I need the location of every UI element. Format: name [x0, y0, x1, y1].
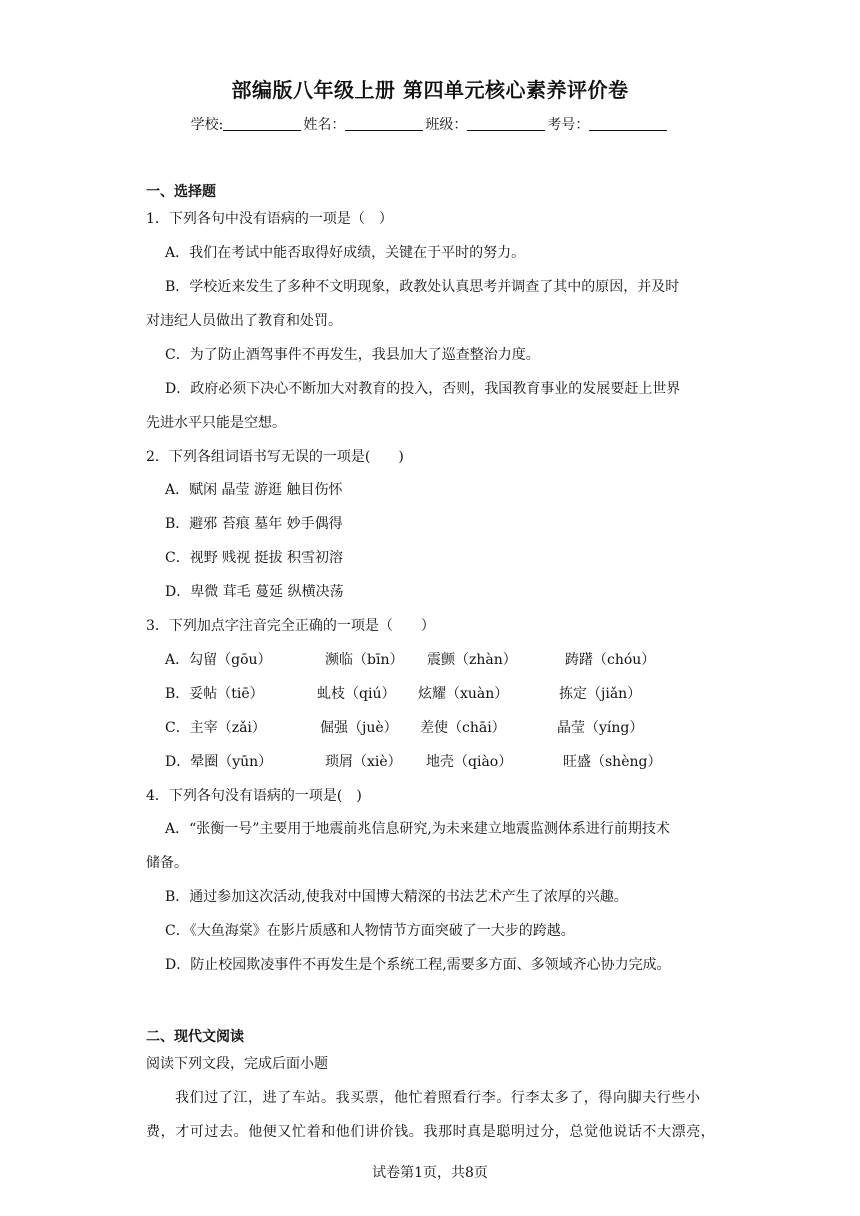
name-blank [345, 116, 423, 131]
question-1-option-b-cont: 对违纪人员做出了教育和处罚。 [146, 313, 342, 329]
q3-b-item-2: 虬枝（qiú） [317, 686, 396, 702]
question-4-option-a: A．“张衡一号”主要用于地震前兆信息研究,为未来建立地震监测体系进行前期技术 [165, 821, 670, 837]
q3-a-item-1: A．勾留（gōu） [165, 652, 272, 668]
question-2-option-b: B．避邪 苔痕 墓年 妙手偶得 [165, 516, 343, 532]
question-1-stem: 1．下列各句中没有语病的一项是（ ） [146, 211, 393, 227]
q3-b-item-4: 拣定（jiǎn） [559, 686, 642, 702]
question-4-option-c: C．《大鱼海棠》在影片质感和人物情节方面突破了一大步的跨越。 [165, 923, 575, 939]
question-4-option-b: B．通过参加这次活动,使我对中国博大精深的书法艺术产生了浓厚的兴趣。 [165, 889, 628, 905]
question-4-option-d: D．防止校园欺凌事件不再发生是个系统工程,需要多方面、多领域齐心协力完成。 [165, 957, 671, 973]
q3-d-item-3: 地壳（qiào） [426, 754, 513, 770]
question-2-option-d: D．卑微 茸毛 蔓延 纵横决荡 [165, 584, 344, 600]
q3-c-item-2: 倔强（juè） [320, 720, 398, 736]
question-2-option-a: A．赋闲 晶莹 游逛 触目伤怀 [165, 482, 343, 498]
student-info-line [0, 114, 860, 134]
name-label: 姓名： [303, 117, 346, 133]
class-blank [467, 116, 545, 131]
q3-c-item-3: 差使（chāi） [420, 720, 506, 736]
class-label: 班级： [425, 117, 468, 133]
school-blank [223, 116, 301, 131]
question-1-option-d-cont: 先进水平只能是空想。 [146, 415, 286, 431]
page-title: 部编版八年级上册 第四单元核心素养评价卷 [231, 78, 629, 102]
question-1-option-d: D．政府必须下决心不断加大对教育的投入，否则，我国教育事业的发展要赶上世界 [165, 381, 681, 397]
q3-c-item-4: 晶莹（yíng） [557, 720, 644, 736]
q3-d-item-4: 旺盛（shèng） [563, 754, 662, 770]
section-heading-reading: 二、现代文阅读 [146, 1029, 244, 1045]
q3-a-item-4: 踌躇（chóu） [565, 652, 656, 668]
question-1-option-a: A．我们在考试中能否取得好成绩，关键在于平时的努力。 [165, 245, 526, 261]
question-2-stem: 2．下列各组词语书写无误的一项是( ) [146, 449, 404, 465]
school-label: 学校: [190, 117, 224, 133]
q3-b-item-3: 炫耀（xuàn） [418, 686, 509, 702]
q3-c-item-1: C．主宰（zǎi） [165, 720, 266, 736]
q3-d-item-2: 琐屑（xiè） [325, 754, 402, 770]
exam-number-blank [589, 116, 667, 131]
question-4-option-a-cont: 储备。 [146, 855, 188, 871]
q3-d-item-1: D．晕圈（yūn） [165, 754, 273, 770]
section-heading-choice: 一、选择题 [146, 184, 216, 200]
reading-instruction: 阅读下列文段，完成后面小题 [146, 1056, 328, 1072]
q3-a-item-2: 濒临（bīn） [325, 652, 404, 668]
question-1-option-c: C．为了防止酒驾事件不再发生，我县加大了巡查整治力度。 [165, 347, 540, 363]
question-1-option-b: B．学校近来发生了多种不文明现象，政教处认真思考并调查了其中的原因，并及时 [165, 279, 680, 295]
question-2-option-c: C．视野 贱视 挺拔 积雪初溶 [165, 550, 344, 566]
page-footer: 试卷第1页，共8页 [372, 1165, 488, 1181]
passage-line-1: 我们过了江，进了车站。我买票，他忙着照看行李。行李太多了，得向脚夫行些小 [175, 1090, 701, 1106]
q3-b-item-1: B．妥帖（tiē） [165, 686, 264, 702]
question-3-stem: 3．下列加点字注音完全正确的一项是（ ） [146, 618, 435, 634]
q3-a-item-3: 震颤（zhàn） [427, 652, 517, 668]
question-4-stem: 4．下列各句没有语病的一项是( ) [146, 788, 362, 804]
exam-number-label: 考号： [547, 117, 590, 133]
passage-line-2: 费，才可过去。他便又忙着和他们讲价钱。我那时真是聪明过分，总觉他说话不大漂亮， [146, 1124, 716, 1140]
